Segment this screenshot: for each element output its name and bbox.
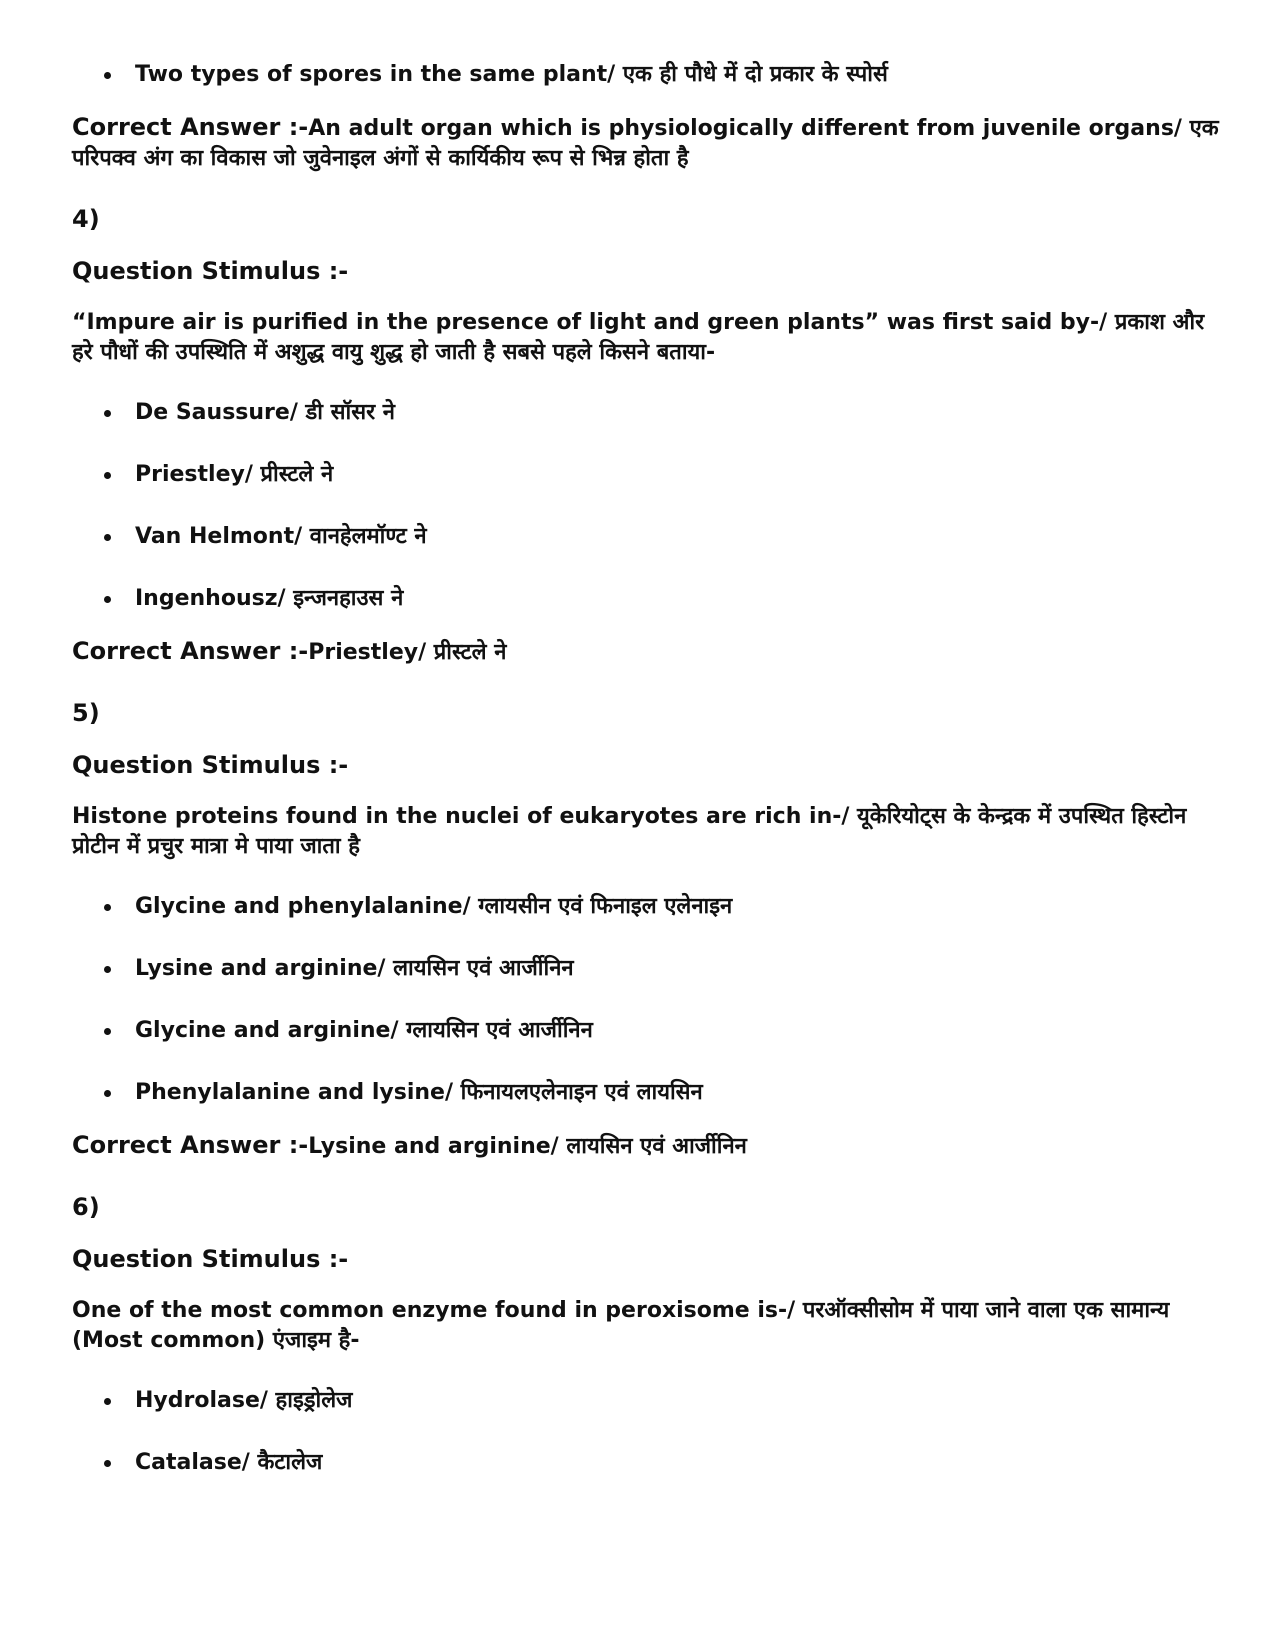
options-list	[72, 1384, 1222, 1480]
document-page	[72, 58, 1222, 1500]
correct-answer	[72, 1130, 1222, 1162]
answer-label: Correct Answer :-	[72, 1131, 309, 1159]
option-item: Glycine and arginine/ ग्लायसिन एवं आर्जीनिन	[72, 1014, 1222, 1048]
option-item: Two types of spores in the same plant/ एक ही पौधे में दो प्रकार के स्पोर्स	[72, 58, 1222, 92]
options-list	[72, 396, 1222, 616]
option-item: Phenylalanine and lysine/ फिनायलएलेनाइन एवं लायसिन	[72, 1076, 1222, 1110]
option-item: Ingenhousz/ इन्जनहाउस ने	[72, 582, 1222, 616]
answer-label: Correct Answer :-	[72, 637, 309, 665]
option-item: Priestley/ प्रीस्टले ने	[72, 458, 1222, 492]
option-item: Catalase/ कैटालेज	[72, 1446, 1222, 1480]
leading-correct-answer	[72, 112, 1222, 174]
question-number: 5)	[72, 699, 100, 727]
question-number: 6)	[72, 1193, 100, 1221]
question-stimulus-text: “Impure air is purified in the presence of light and green plants” was first said by-/ प्रकाश और हरे पौधों की उपस्थिति में अशुद्ध वायु शुद्ध हो जाती है सबसे पहले किसने बताया-	[72, 310, 1205, 365]
answer-text: Priestley/ प्रीस्टले ने	[308, 640, 507, 665]
answer-label: Correct Answer :-	[72, 113, 309, 141]
answer-text: Lysine and arginine/ लायसिन एवं आर्जीनिन	[308, 1134, 747, 1159]
question-stimulus-label: Question Stimulus :-	[72, 751, 349, 779]
question-stimulus-label: Question Stimulus :-	[72, 257, 349, 285]
leading-options-list	[72, 58, 1222, 92]
answer-text: An adult organ which is physiologically different from juvenile organs/ एक परिपक्व अंग का विकास जो जुवेनाइल अंगों से कार्यिकीय रूप से भिन्न होता है	[72, 116, 1219, 171]
option-item: Hydrolase/ हाइड्रोलेज	[72, 1384, 1222, 1418]
question-stimulus-text: One of the most common enzyme found in peroxisome is-/ परऑक्सीसोम में पाया जाने वाला एक सामान्य (Most common) एंजाइम है-	[72, 1298, 1170, 1353]
question-stimulus-label: Question Stimulus :-	[72, 1245, 349, 1273]
option-item: Van Helmont/ वानहेलमॉण्ट ने	[72, 520, 1222, 554]
question-4	[72, 204, 1222, 668]
question-stimulus-text: Histone proteins found in the nuclei of eukaryotes are rich in-/ यूकेरियोट्स के केन्द्रक में उपस्थित हिस्टोन प्रोटीन में प्रचुर मात्रा मे पाया जाता है	[72, 804, 1187, 859]
options-list	[72, 890, 1222, 1110]
question-number: 4)	[72, 205, 100, 233]
option-item: De Saussure/ डी सॉसर ने	[72, 396, 1222, 430]
correct-answer	[72, 636, 1222, 668]
option-item: Glycine and phenylalanine/ ग्लायसीन एवं फिनाइल एलेनाइन	[72, 890, 1222, 924]
question-5	[72, 698, 1222, 1162]
question-6	[72, 1192, 1222, 1480]
option-item: Lysine and arginine/ लायसिन एवं आर्जीनिन	[72, 952, 1222, 986]
